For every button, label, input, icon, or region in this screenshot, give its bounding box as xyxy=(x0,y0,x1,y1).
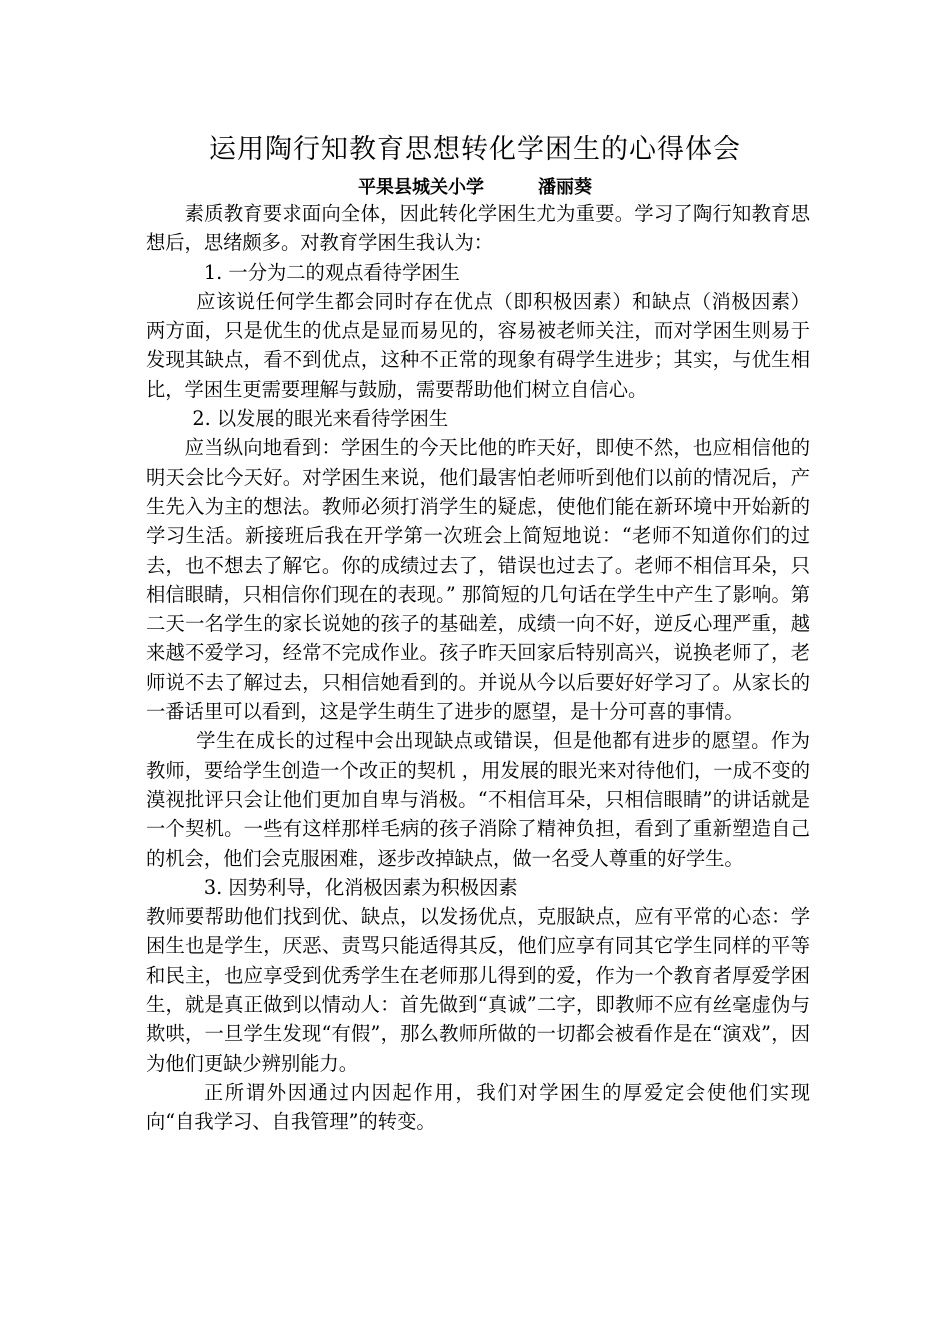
paragraph-intro: 素质教育要求面向全体，因此转化学困生尤为重要。学习了陶行知教育思想后，思绪颇多。对教育学困生我认为： xyxy=(146,202,810,255)
section-heading-3: 3. 因势利导，化消极因素为积极因素 xyxy=(203,875,518,899)
byline xyxy=(0,175,950,201)
section-heading-2: 2. 以发展的眼光来看待学困生 xyxy=(192,407,449,431)
paragraph: 学生在成长的过程中会出现缺点或错误，但是他都有进步的愿望。作为教师，要给学生创造一个改正的契机 ，用发展的眼光来对待他们，一成不变的漠视批评只会让他们更加自卑与消极。“不相信耳朵，只相信眼睛”的讲话就是一个契机。一些有这样那样毛病的孩子消除了精神负担，看到了重新塑造自己的机会，他们会克服困难，逐步改掉缺点，做一名受人尊重的好学生。 xyxy=(146,729,810,870)
document-title: 运用陶行知教育思想转化学困生的心得体会 xyxy=(209,134,741,165)
paragraph-conclusion: 正所谓外因通过内因起作用，我们对学困生的厚爱定会使他们实现向“自我学习、自我管理”的转变。 xyxy=(146,1080,810,1134)
document-body xyxy=(146,199,810,1137)
paragraph: 应该说任何学生都会同时存在优点（即积极因素）和缺点（消极因素）两方面，只是优生的优点是显而易见的，容易被老师关注，而对学困生则易于发现其缺点，看不到优点，这种不正常的现象有碍学生进步；其实，与优生相比，学困生更需要理解与鼓励，需要帮助他们树立自信心。 xyxy=(146,289,810,401)
section-heading-1: 1. 一分为二的观点看待学困生 xyxy=(203,260,460,284)
school-name: 平果县城关小学 xyxy=(358,177,484,198)
author-name: 潘丽葵 xyxy=(538,177,592,198)
paragraph: 教师要帮助他们找到优、缺点，以发扬优点，克服缺点，应有平常的心态：学困生也是学生，厌恶、责骂只能适得其反，他们应享有同其它学生同样的平等和民主，也应享受到优秀学生在老师那儿得到的爱，作为一个教育者厚爱学困生，就是真正做到以情动人：首先做到“真诚”二字，即教师不应有丝毫虚伪与欺哄，一旦学生发现“有假”，那么教师所做的一切都会被看作是在“演戏”，因为他们更缺少辨别能力。 xyxy=(146,905,810,1075)
paragraph: 应当纵向地看到：学困生的今天比他的昨天好，即使不然，也应相信他的明天会比今天好。对学困生来说，他们最害怕老师听到他们以前的情况后，产生先入为主的想法。教师必须打消学生的疑虑，使他们能在新环境中开始新的学习生活。新接班后我在开学第一次班会上简短地说：“老师不知道你们的过去，也不想去了解它。你的成绩过去了，错误也过去了。老师不相信耳朵，只相信眼睛，只相信你们现在的表现。” 那简短的几句话在学生中产生了影响。第二天一名学生的家长说她的孩子的基础差，成绩一向不好，逆反心理严重，越来越不爱学习，经常不完成作业。孩子昨天回家后特别高兴，说换老师了，老师说不去了解过去，只相信她看到的。并说从今以后要好好学习了。从家长的一番话里可以看到，这是学生萌生了进步的愿望，是十分可喜的事情。 xyxy=(146,436,810,724)
